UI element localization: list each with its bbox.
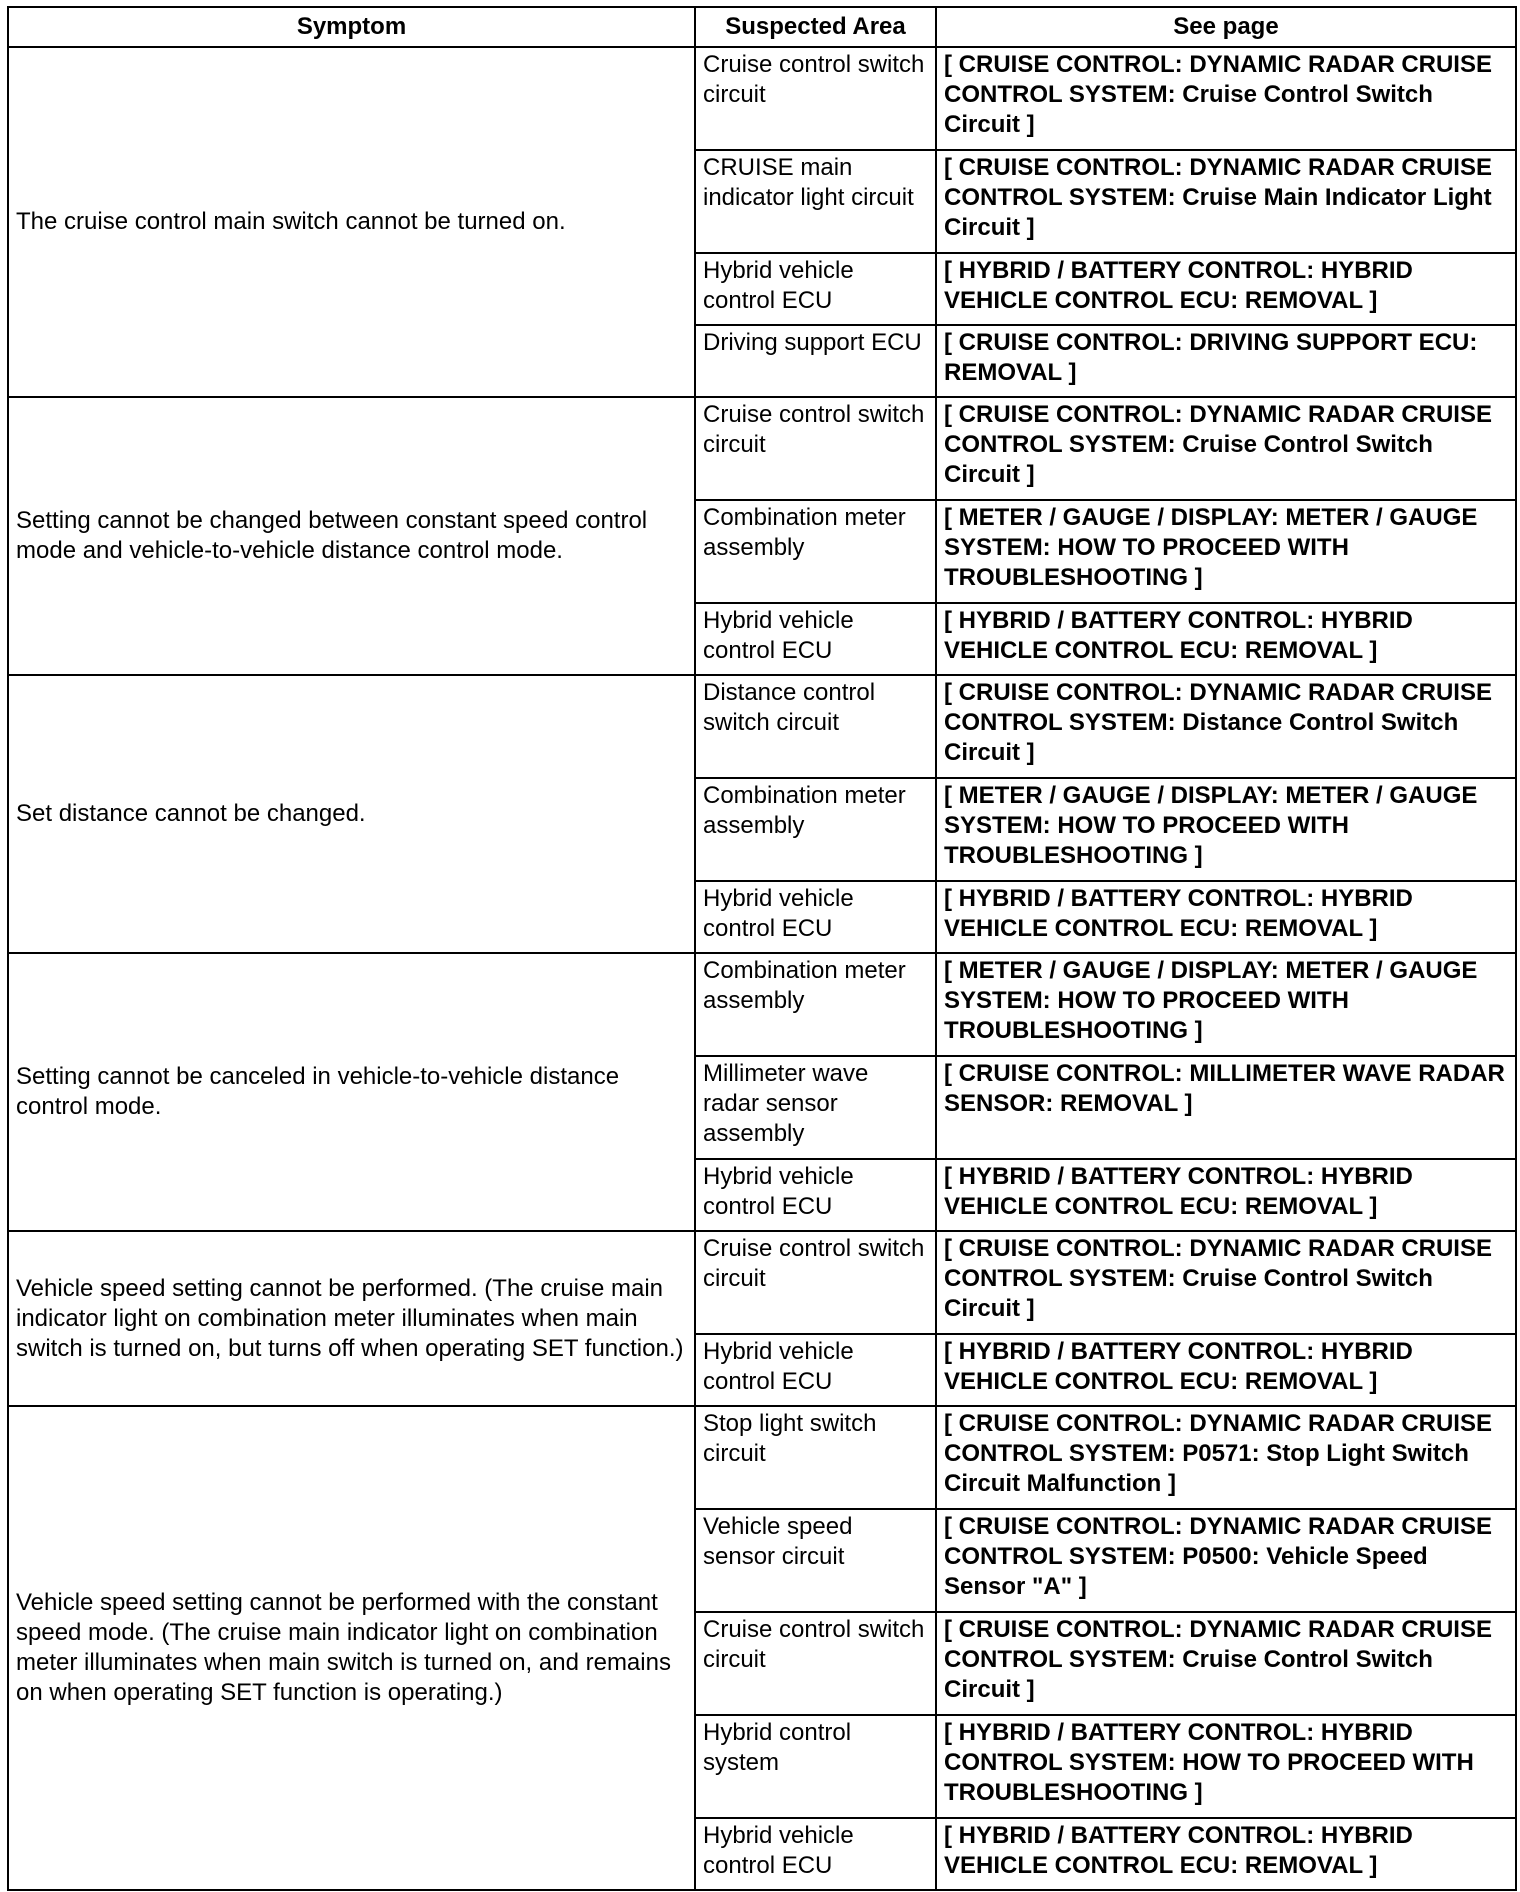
suspected-area-cell: Cruise control switch circuit xyxy=(695,397,936,500)
symptom-cell: Vehicle speed setting cannot be performed. (The cruise main indicator light on combination meter illuminates when main switch is turned on, but turns off when operating SET function.) xyxy=(8,1231,695,1406)
see-page-link[interactable]: [ CRUISE CONTROL: DYNAMIC RADAR CRUISE CONTROL SYSTEM: P0571: Stop Light Switch Circuit Malfunction ] xyxy=(936,1406,1516,1509)
suspected-area-cell: Hybrid vehicle control ECU xyxy=(695,603,936,675)
suspected-area-cell: Hybrid control system xyxy=(695,1715,936,1818)
symptom-cell: Set distance cannot be changed. xyxy=(8,675,695,953)
suspected-area-cell: Driving support ECU xyxy=(695,325,936,397)
see-page-column-header: See page xyxy=(936,7,1516,47)
suspected-area-cell: Hybrid vehicle control ECU xyxy=(695,1334,936,1406)
suspected-area-cell: Hybrid vehicle control ECU xyxy=(695,253,936,325)
see-page-link[interactable]: [ METER / GAUGE / DISPLAY: METER / GAUGE SYSTEM: HOW TO PROCEED WITH TROUBLESHOOTING ] xyxy=(936,500,1516,603)
suspected-area-cell: Cruise control switch circuit xyxy=(695,1612,936,1715)
suspected-area-column-header: Suspected Area xyxy=(695,7,936,47)
header-row xyxy=(8,7,1516,47)
suspected-area-cell: Millimeter wave radar sensor assembly xyxy=(695,1056,936,1159)
table-row xyxy=(8,47,1516,150)
troubleshooting-table xyxy=(7,6,1517,1891)
see-page-link[interactable]: [ CRUISE CONTROL: DYNAMIC RADAR CRUISE CONTROL SYSTEM: Cruise Control Switch Circuit ] xyxy=(936,1231,1516,1334)
symptom-cell: The cruise control main switch cannot be turned on. xyxy=(8,47,695,397)
symptom-cell: Setting cannot be changed between constant speed control mode and vehicle-to-vehicle distance control mode. xyxy=(8,397,695,675)
table-row xyxy=(8,1231,1516,1334)
table-row xyxy=(8,675,1516,778)
see-page-link[interactable]: [ CRUISE CONTROL: DYNAMIC RADAR CRUISE CONTROL SYSTEM: P0500: Vehicle Speed Sensor "A" ] xyxy=(936,1509,1516,1612)
see-page-link[interactable]: [ HYBRID / BATTERY CONTROL: HYBRID VEHICLE CONTROL ECU: REMOVAL ] xyxy=(936,1818,1516,1890)
see-page-link[interactable]: [ CRUISE CONTROL: DYNAMIC RADAR CRUISE CONTROL SYSTEM: Cruise Control Switch Circuit ] xyxy=(936,1612,1516,1715)
suspected-area-cell: Cruise control switch circuit xyxy=(695,1231,936,1334)
symptom-cell: Vehicle speed setting cannot be performed with the constant speed mode. (The cruise main indicator light on combination meter illuminates when main switch is turned on, and remains on when operating SET function is operating.) xyxy=(8,1406,695,1890)
see-page-link[interactable]: [ CRUISE CONTROL: MILLIMETER WAVE RADAR SENSOR: REMOVAL ] xyxy=(936,1056,1516,1159)
suspected-area-cell: Combination meter assembly xyxy=(695,500,936,603)
table-row xyxy=(8,953,1516,1056)
see-page-link[interactable]: [ HYBRID / BATTERY CONTROL: HYBRID VEHICLE CONTROL ECU: REMOVAL ] xyxy=(936,1159,1516,1231)
see-page-link[interactable]: [ METER / GAUGE / DISPLAY: METER / GAUGE SYSTEM: HOW TO PROCEED WITH TROUBLESHOOTING ] xyxy=(936,778,1516,881)
see-page-link[interactable]: [ CRUISE CONTROL: DYNAMIC RADAR CRUISE CONTROL SYSTEM: Cruise Main Indicator Light Circuit ] xyxy=(936,150,1516,253)
see-page-link[interactable]: [ HYBRID / BATTERY CONTROL: HYBRID VEHICLE CONTROL ECU: REMOVAL ] xyxy=(936,603,1516,675)
see-page-link[interactable]: [ CRUISE CONTROL: DRIVING SUPPORT ECU: REMOVAL ] xyxy=(936,325,1516,397)
see-page-link[interactable]: [ HYBRID / BATTERY CONTROL: HYBRID VEHICLE CONTROL ECU: REMOVAL ] xyxy=(936,1334,1516,1406)
symptom-column-header: Symptom xyxy=(8,7,695,47)
see-page-link[interactable]: [ HYBRID / BATTERY CONTROL: HYBRID VEHICLE CONTROL ECU: REMOVAL ] xyxy=(936,881,1516,953)
suspected-area-cell: Distance control switch circuit xyxy=(695,675,936,778)
table-row xyxy=(8,397,1516,500)
see-page-link[interactable]: [ CRUISE CONTROL: DYNAMIC RADAR CRUISE CONTROL SYSTEM: Cruise Control Switch Circuit ] xyxy=(936,397,1516,500)
suspected-area-cell: Hybrid vehicle control ECU xyxy=(695,1159,936,1231)
suspected-area-cell: Hybrid vehicle control ECU xyxy=(695,881,936,953)
suspected-area-cell: Stop light switch circuit xyxy=(695,1406,936,1509)
see-page-link[interactable]: [ HYBRID / BATTERY CONTROL: HYBRID VEHICLE CONTROL ECU: REMOVAL ] xyxy=(936,253,1516,325)
see-page-link[interactable]: [ HYBRID / BATTERY CONTROL: HYBRID CONTROL SYSTEM: HOW TO PROCEED WITH TROUBLESHOOTING ] xyxy=(936,1715,1516,1818)
suspected-area-cell: CRUISE main indicator light circuit xyxy=(695,150,936,253)
suspected-area-cell: Vehicle speed sensor circuit xyxy=(695,1509,936,1612)
see-page-link[interactable]: [ METER / GAUGE / DISPLAY: METER / GAUGE SYSTEM: HOW TO PROCEED WITH TROUBLESHOOTING ] xyxy=(936,953,1516,1056)
suspected-area-cell: Combination meter assembly xyxy=(695,953,936,1056)
see-page-link[interactable]: [ CRUISE CONTROL: DYNAMIC RADAR CRUISE CONTROL SYSTEM: Cruise Control Switch Circuit ] xyxy=(936,47,1516,150)
symptom-cell: Setting cannot be canceled in vehicle-to-vehicle distance control mode. xyxy=(8,953,695,1231)
suspected-area-cell: Cruise control switch circuit xyxy=(695,47,936,150)
see-page-link[interactable]: [ CRUISE CONTROL: DYNAMIC RADAR CRUISE CONTROL SYSTEM: Distance Control Switch Circuit ] xyxy=(936,675,1516,778)
suspected-area-cell: Combination meter assembly xyxy=(695,778,936,881)
table-row xyxy=(8,1406,1516,1509)
suspected-area-cell: Hybrid vehicle control ECU xyxy=(695,1818,936,1890)
